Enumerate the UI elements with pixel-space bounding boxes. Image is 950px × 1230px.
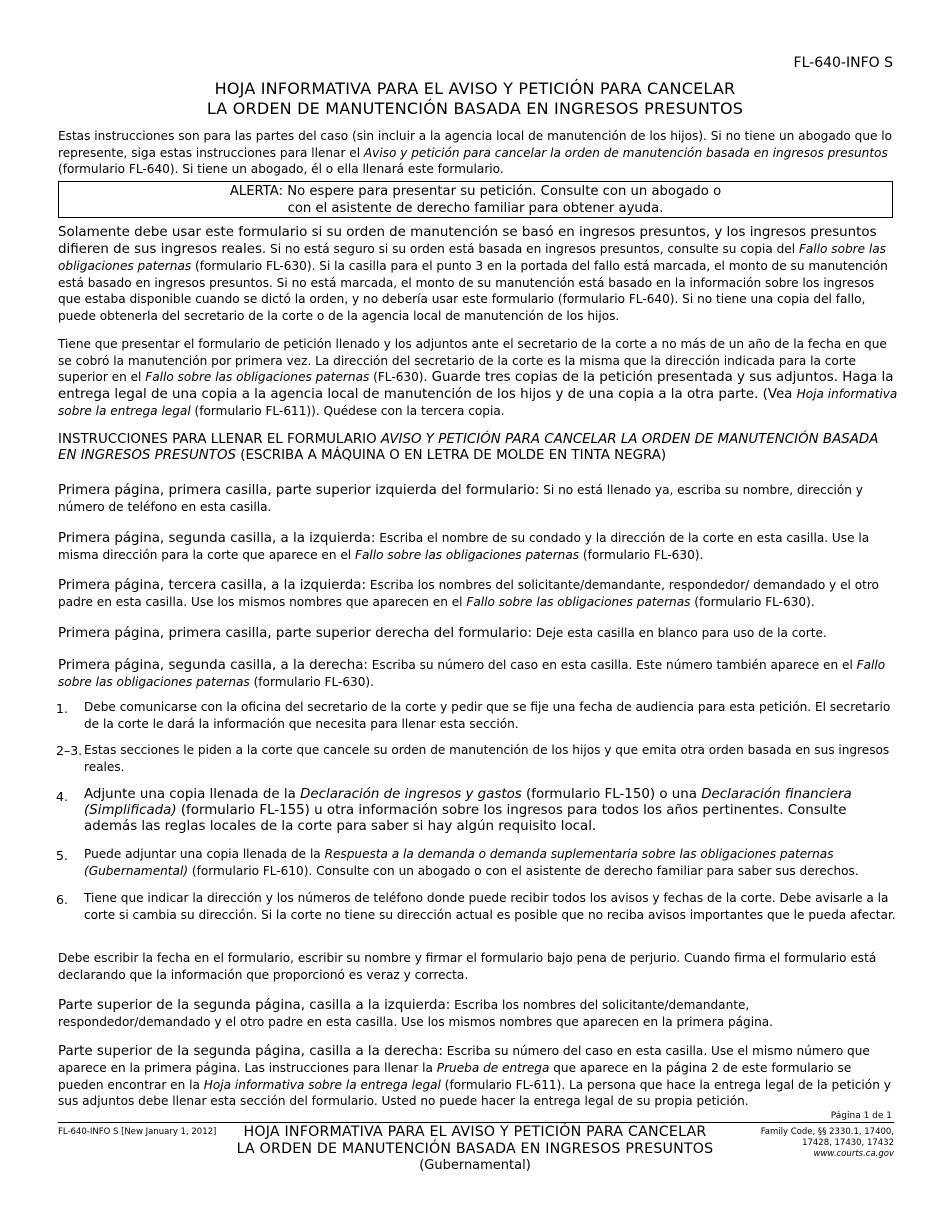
page2-right-instruction: Parte superior de la segunda página, casilla a la derecha: Escriba su número del caso en esta casilla. Use el mismo número que aparece en la primera página. Las instrucciones para llenar la Prueba de entrega que aparece en la página 2 de este formulario se pueden encontrar en la Hoja informativa sobre la entrega legal (formulario FL-611). La persona que hace la entrega legal de la petición y sus adjuntos debe llenar esta sección del formulario. Usted no puede hacer la entrega legal de su propia petición. [58,1044,891,1109]
footer-website: www.courts.ca.gov [813,1149,894,1159]
item-4-text: Adjunte una copia llenada de la Declaración de ingresos y gastos (formulario FL-150) o una Declaración financiera (Simplificada) (formulario FL-155) u otra información sobre los ingresos para todos los años pertinentes. Consulte además las reglas locales de la corte para saber si hay algún requisito local. [84,787,852,835]
alert-line-1: ALERTA: No espere para presentar su petición. Consulte con un abogado o [229,184,722,199]
paragraph-usage: Solamente debe usar este formulario si su orden de manutención se basó en ingresos presuntos, y los ingresos presuntos difieren de sus ingresos reales. Si no está seguro si su orden está basada en ingresos presuntos, consulte su copia del Fallo sobre las obligaciones paternas (formulario FL-630). Si la casilla para el punto 3 en la portada del fallo está marcada, el monto de su manutención está basado en ingresos presuntos. Si no está marcada, el monto de su manutención está basado en la información sobre los ingresos que estaba disponible cuando se dictó la orden, y no debería usar este formulario (formulario FL-640). Si no tiene una copia del fallo, puede obtenerla del secretario de la corte o de la agencia local de manutención de los hijos. [58,225,888,323]
item-number: 6. [56,892,68,907]
intro-paragraph: Estas instrucciones son para las partes del caso (sin incluir a la agencia local de manutención de los hijos). Si no tiene un abogado que lo represente, siga estas instrucciones para llenar el Aviso y petición para cancelar la orden de manutención basada en ingresos presuntos (formulario FL-640). Si tiene un abogado, él o ella llenará este formulario. [58,129,893,176]
footer-subtitle: (Gubernamental) [419,1158,531,1173]
page-title [0,79,950,119]
item-number: 5. [56,848,68,863]
signature-paragraph: Debe escribir la fecha en el formulario, escribir su nombre y firmar el formulario bajo pena de perjurio. Cuando firma el formulario está declarando que la información que proporcionó es veraz y correcta. [58,951,877,982]
footer-citation [761,1127,894,1160]
page2-left-instruction: Parte superior de la segunda página, casilla a la izquierda: Escriba los nombres del solicitante/demandante, respondedor/demandado y el otro padre en esta casilla. Use los mismos nombres que aparecen en la primera página. [58,998,773,1030]
item-number: 2–3. [56,743,83,758]
box5-instruction: Primera página, segunda casilla, a la derecha: Escriba su número del caso en esta casilla. Este número también aparece en el Fallo sobre las obligaciones paternas (formulario FL-630). [58,658,886,690]
alert-line-2: con el asistente de derecho familiar para obtener ayuda. [287,200,664,216]
footer-code-line-1: Family Code, §§ 2330.1, 17400, [760,1127,894,1137]
title-line-2: LA ORDEN DE MANUTENCIÓN BASADA EN INGRESOS PRESUNTOS [206,99,744,118]
item-1-text: Debe comunicarse con la oficina del secretario de la corte y pedir que se fije una fecha de audiencia para esta petición. El secretario de la corte le dará la información que necesita para llenar esta sección. [84,700,891,731]
page-number: Página 1 de 1 [830,1111,892,1121]
item-2-3-text: Estas secciones le piden a la corte que cancele su orden de manutención de los hijos y que emita otra orden basada en sus ingresos reales. [84,743,890,774]
instructions-heading: INSTRUCCIONES PARA LLENAR EL FORMULARIO AVISO Y PETICIÓN PARA CANCELAR LA ORDEN DE MANUTENCIÓN BASADA EN INGRESOS PRESUNTOS (ESCRIBA A MÁQUINA O EN LETRA DE MOLDE EN TINTA NEGRA) [58,432,879,464]
footer-title-line-2: LA ORDEN DE MANUTENCIÓN BASADA EN INGRESOS PRESUNTOS [236,1141,714,1157]
title-line-1: HOJA INFORMATIVA PARA EL AVISO Y PETICIÓN PARA CANCELAR [214,79,736,98]
item-6-text: Tiene que indicar la dirección y los números de teléfono donde puede recibir todos los avisos y fechas de la corte. Debe avisarle a la corte si cambia su dirección. Si la corte no tiene su dirección actual es posible que no reciba avisos importantes que le pueda afectar. [84,891,896,922]
item-5-text: Puede adjuntar una copia llenada de la Respuesta a la demanda o demanda suplementaria sobre las obligaciones paternas (Gubernamental) (formulario FL-610). Consulte con un abogado o con el asistente de derecho familiar para saber sus derechos. [84,847,859,878]
box4-instruction: Primera página, primera casilla, parte superior derecha del formulario: Deje esta casilla en blanco para uso de la corte. [58,626,827,641]
form-id: FL-640-INFO S [793,55,893,71]
paragraph-filing: Tiene que presentar el formulario de petición llenado y los adjuntos ante el secretario de la corte a no más de un año de la fecha en que se cobró la manutención por primera vez. La dirección del secretario de la corte es la misma que la dirección indicada para la corte superior en el Fallo sobre las obligaciones paternas (FL-630). Guarde tres copias de la petición presentada y sus adjuntos. Haga la entrega legal de una copia a la agencia local de manutención de los hijos y de una copia a la otra parte. (Vea Hoja informativa sobre la entrega legal (formulario FL-611)). Quédese con la tercera copia. [58,337,898,419]
box2-instruction: Primera página, segunda casilla, a la izquierda: Escriba el nombre de su condado y la dirección de la corte en esta casilla. Use la misma dirección para la corte que aparece en el Fallo sobre las obligaciones paternas (formulario FL-630). [58,531,870,563]
box3-instruction: Primera página, tercera casilla, a la izquierda: Escriba los nombres del solicitante/demandante, respondedor/ demandado y el otro padre en esta casilla. Use los mismos nombres que aparecen en el Fallo sobre las obligaciones paternas (formulario FL-630). [58,578,879,610]
footer-code-line-2: 17428, 17430, 17432 [802,1138,894,1148]
item-number: 4. [56,789,68,804]
item-number: 1. [56,701,68,716]
footer-divider [58,1122,894,1123]
footer-form-id: FL-640-INFO S [New January 1, 2012] [58,1127,217,1137]
footer-title-line-1: HOJA INFORMATIVA PARA EL AVISO Y PETICIÓN PARA CANCELAR [243,1124,707,1140]
alert-box [58,181,893,218]
box1-instruction: Primera página, primera casilla, parte superior izquierda del formulario: Si no está llenado ya, escriba su nombre, dirección y número de teléfono en esta casilla. [58,483,863,515]
